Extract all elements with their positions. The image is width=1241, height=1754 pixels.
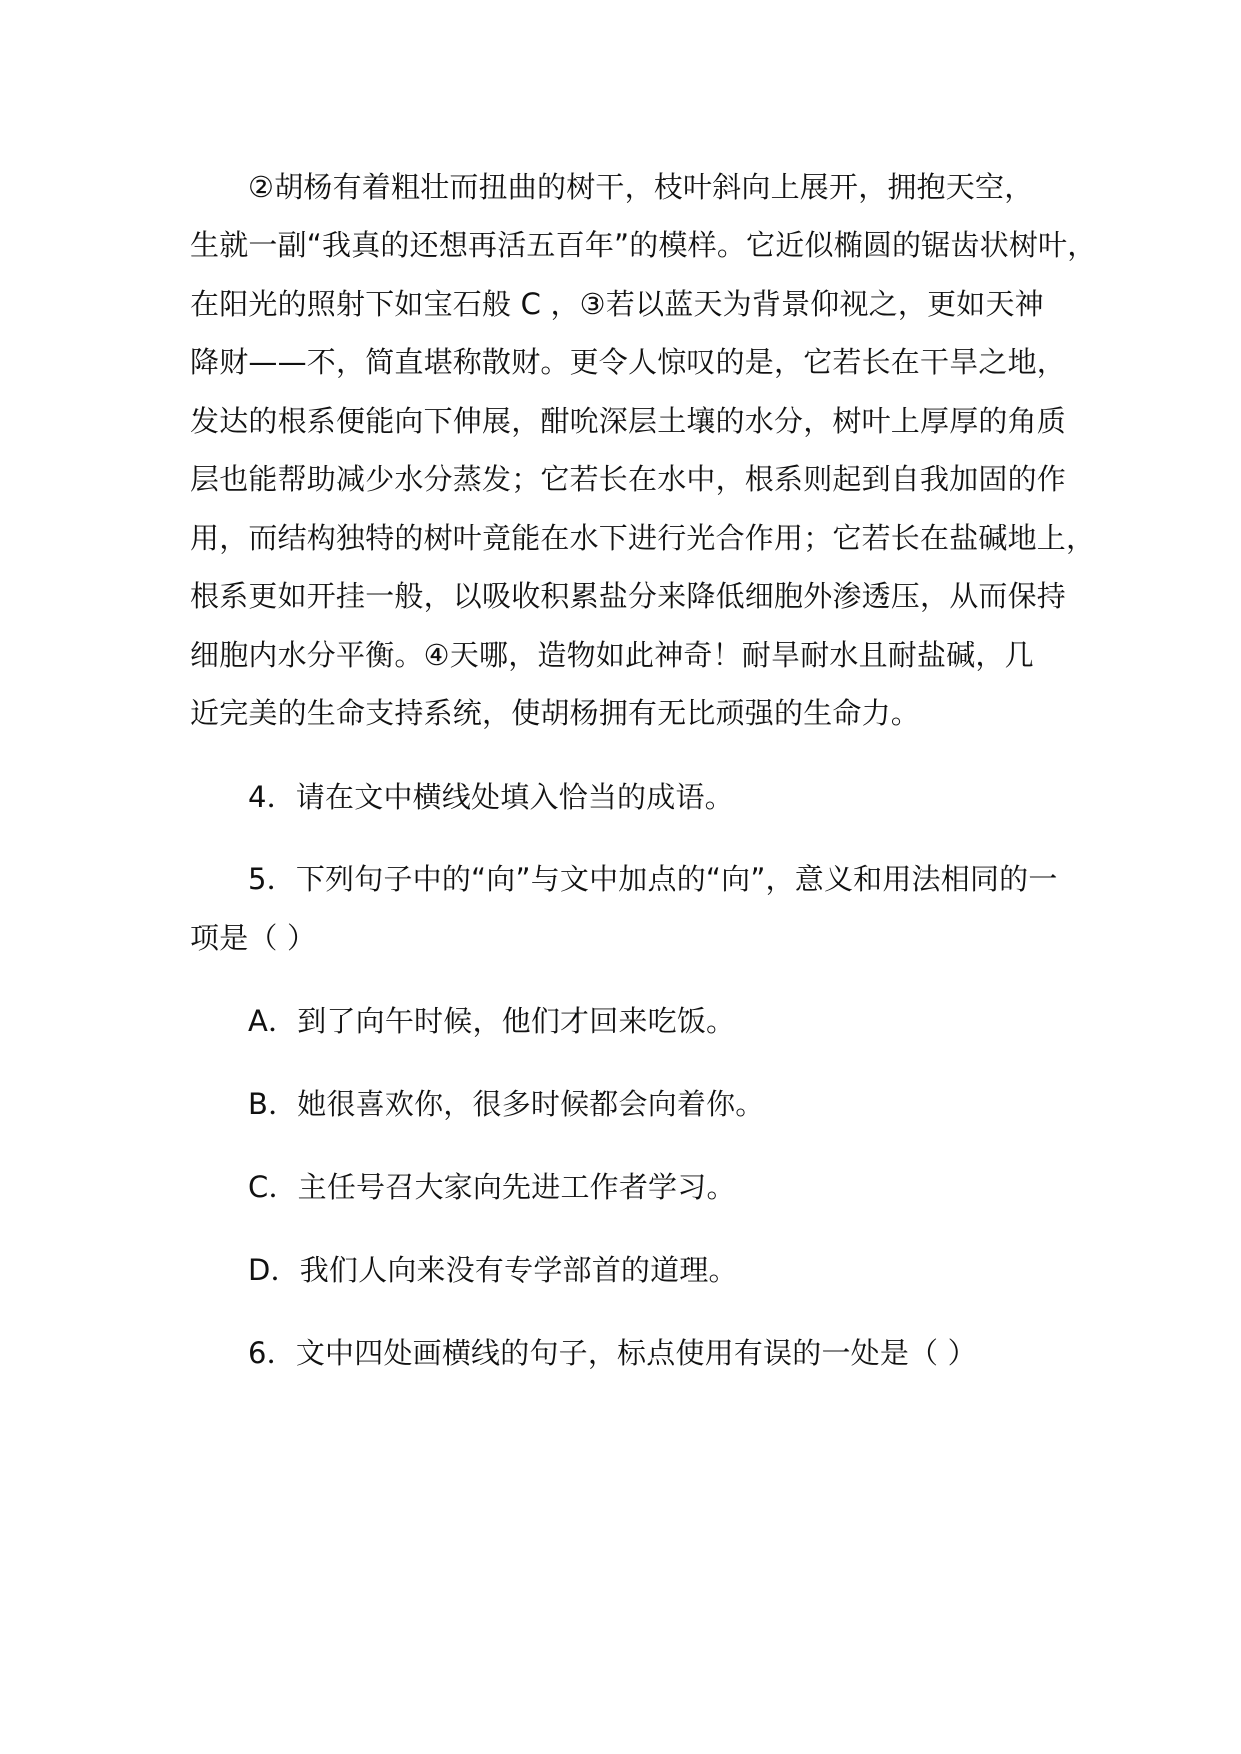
option-c: C．主任号召大家向先进工作者学习。 <box>248 1170 736 1204</box>
passage-line-3: 在阳光的照射下如宝石般 C ，③若以蓝天为背景仰视之，更如天神 <box>190 287 1044 321</box>
passage-line-8: 根系更如开挂一般，以吸收积累盐分来降低细胞外渗透压，从而保持 <box>190 579 1067 613</box>
passage-line-6: 层也能帮助减少水分蒸发；它若长在水中，根系则起到自我加固的作 <box>190 462 1067 496</box>
passage-line-10: 近完美的生命支持系统，使胡杨拥有无比顽强的生命力。 <box>190 696 921 730</box>
option-d: D．我们人向来没有专学部首的道理。 <box>248 1253 738 1287</box>
passage-line-5: 发达的根系便能向下伸展，酣吮深层土壤的水分，树叶上厚厚的角质 <box>190 404 1067 438</box>
question-5-line-2: 项是（ ） <box>190 921 317 955</box>
question-6: 6．文中四处画横线的句子，标点使用有误的一处是（ ） <box>248 1336 977 1370</box>
passage-line-2: 生就一副“我真的还想再活五百年”的模样。它近似椭圆的锯齿状树叶， <box>190 228 1097 262</box>
question-5-line-1: 5．下列句子中的“向”与文中加点的“向”，意义和用法相同的一 <box>248 862 1058 896</box>
passage-line-4: 降财——不，简直堪称散财。更令人惊叹的是，它若长在干旱之地， <box>190 345 1067 379</box>
option-b: B．她很喜欢你，很多时候都会向着你。 <box>248 1087 765 1121</box>
passage-line-7: 用，而结构独特的树叶竟能在水下进行光合作用；它若长在盐碱地上， <box>190 521 1096 555</box>
passage-line-9: 细胞内水分平衡。④天哪，造物如此神奇！耐旱耐水且耐盐碱，几 <box>190 638 1034 672</box>
question-4: 4．请在文中横线处填入恰当的成语。 <box>248 780 734 814</box>
option-a: A．到了向午时候，他们才回来吃饭。 <box>248 1004 736 1038</box>
passage-line-1: ②胡杨有着粗壮而扭曲的树干，枝叶斜向上展开，拥抱天空， <box>248 170 1034 204</box>
